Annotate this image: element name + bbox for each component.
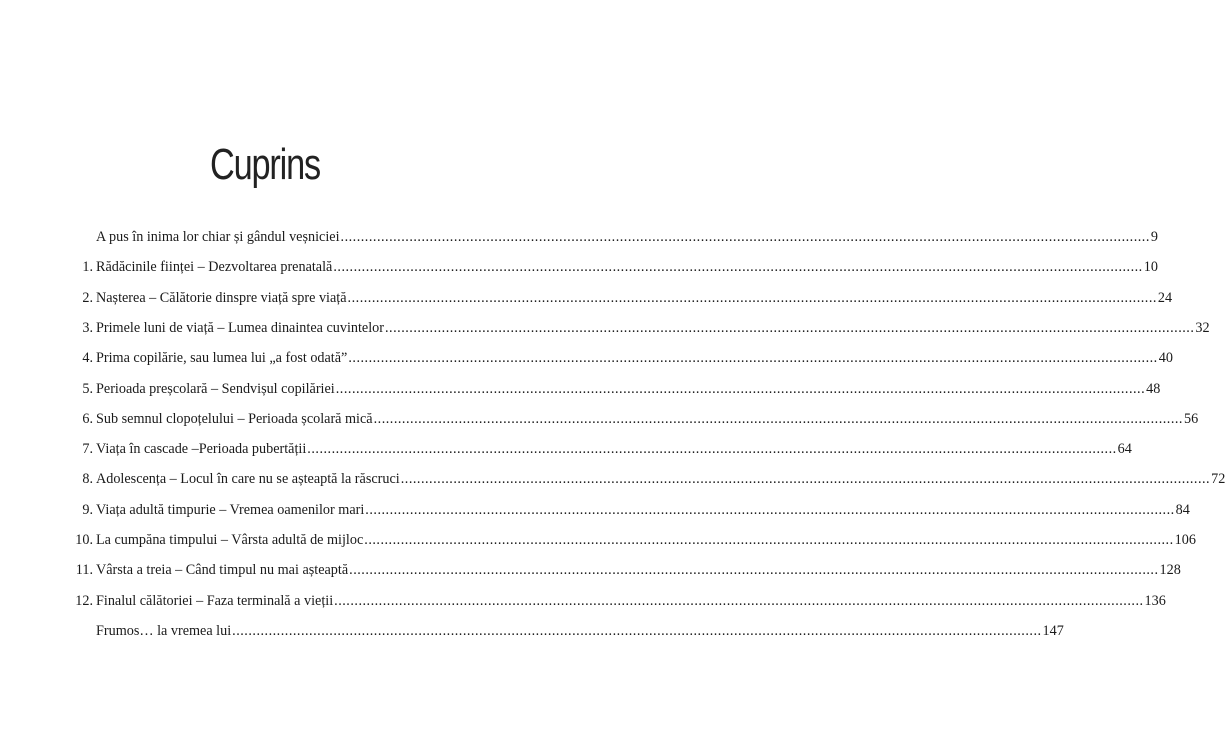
toc-entry-number: 12. — [75, 592, 93, 609]
toc-entry-title: A pus în inima lor chiar și gândul veșniciei — [96, 229, 340, 245]
toc-entry-title: Perioada preșcolară – Sendvișul copilăriei — [96, 380, 335, 397]
toc-entry-page-number: 48 — [1146, 380, 1161, 397]
toc-entry — [0, 348, 1173, 368]
toc-entry — [0, 591, 1166, 611]
toc-entry-page-number: 106 — [1174, 532, 1196, 548]
toc-entry-title: La cumpăna timpului – Vârsta adultă de mijloc — [96, 532, 364, 548]
toc-leader-dots: ........................................................................................................................................................................................................ — [335, 380, 1146, 397]
toc-entry-page-number: 136 — [1144, 592, 1166, 609]
toc-entry-body — [96, 227, 1158, 247]
toc-entry-number: 5. — [82, 380, 93, 397]
toc-entry — [0, 530, 1196, 550]
toc-entry — [0, 469, 1225, 489]
toc-entry-body — [96, 318, 1210, 338]
toc-leader-dots: ........................................................................................................................................................................................................ — [307, 441, 1117, 458]
toc-leader-dots: ........................................................................................................................................................................................................ — [340, 229, 1150, 245]
toc-entry-title: Nașterea – Călătorie dinspre viață spre viață — [96, 289, 347, 306]
toc-entry-body — [96, 288, 1173, 308]
toc-leader-dots: ........................................................................................................................................................................................................ — [365, 501, 1175, 518]
toc-entry — [0, 560, 1181, 580]
toc-entry — [0, 318, 1210, 338]
toc-leader-dots: ........................................................................................................................................................................................................ — [347, 289, 1157, 306]
toc-entry-number: 2. — [82, 289, 93, 306]
toc-entry-title: Vârsta a treia – Când timpul nu mai așteaptă — [96, 562, 349, 579]
toc-entry-body — [96, 560, 1181, 580]
toc-leader-dots: ........................................................................................................................................................................................................ — [385, 319, 1195, 336]
toc-entry-body — [96, 439, 1132, 459]
toc-entry-title: Viața adultă timpurie – Vremea oamenilor mari — [96, 501, 365, 518]
toc-entry-page-number: 56 — [1183, 410, 1199, 427]
toc-entry — [0, 379, 1161, 399]
toc-entry-number: 8. — [82, 471, 93, 488]
toc-leader-dots: ........................................................................................................................................................................................................ — [333, 259, 1143, 276]
toc-entry — [0, 409, 1199, 429]
toc-entry — [0, 500, 1190, 520]
toc-entry-title: Rădăcinile ființei – Dezvoltarea prenatală — [96, 259, 333, 276]
toc-entry — [0, 621, 1064, 641]
toc-entry-title: Viața în cascade –Perioada pubertății — [96, 441, 307, 458]
toc-leader-dots: ........................................................................................................................................................................................................ — [364, 532, 1174, 548]
toc-entry-page-number: 24 — [1157, 289, 1173, 306]
toc-entry-page-number: 9 — [1150, 229, 1158, 245]
toc-entry-page-number: 147 — [1042, 622, 1064, 639]
toc-entry-title: Prima copilărie, sau lumea lui „a fost odată” — [96, 350, 348, 367]
toc-leader-dots: ........................................................................................................................................................................................................ — [400, 471, 1211, 488]
toc-entry-number: 1. — [82, 259, 93, 276]
page-title: Cuprins — [209, 140, 321, 189]
toc-entry-number: 10. — [75, 532, 93, 548]
toc-entry-number: 4. — [82, 350, 93, 367]
toc-entry-number: 11. — [75, 562, 93, 579]
toc-entry — [0, 439, 1132, 459]
toc-entry-page-number: 128 — [1159, 562, 1181, 579]
toc-entry-number: 6. — [82, 410, 93, 427]
toc-entry-body — [96, 257, 1158, 277]
toc-entry-body — [96, 379, 1161, 399]
toc-entry-page-number: 40 — [1158, 350, 1173, 367]
toc-entry-number: 3. — [82, 319, 93, 336]
toc-entry-body — [96, 530, 1196, 550]
toc-entry-body — [96, 469, 1225, 489]
toc-entry-page-number: 64 — [1117, 441, 1132, 458]
toc-entry-title: Adolescența – Locul în care nu se așteaptă la răscruci — [96, 471, 400, 488]
toc-leader-dots: ........................................................................................................................................................................................................ — [232, 622, 1042, 639]
toc-leader-dots: ........................................................................................................................................................................................................ — [349, 562, 1159, 579]
toc-entry-page-number: 84 — [1175, 501, 1190, 518]
toc-leader-dots: ........................................................................................................................................................................................................ — [348, 350, 1158, 367]
toc-entry-page-number: 10 — [1143, 259, 1158, 276]
toc-entry — [0, 288, 1173, 308]
toc-entry-body — [96, 621, 1064, 641]
toc-entry-body — [96, 348, 1173, 368]
toc-entry-page-number: 72 — [1211, 471, 1225, 488]
toc-entry-number: 7. — [82, 441, 93, 458]
toc-entry — [0, 257, 1158, 277]
toc-entry — [0, 227, 1158, 247]
toc-entry-body — [96, 500, 1190, 520]
toc-entry-title: Sub semnul clopoțelului – Perioada școlară mică — [96, 410, 373, 427]
toc-entry-body — [96, 409, 1199, 429]
toc-leader-dots: ........................................................................................................................................................................................................ — [334, 592, 1144, 609]
toc-entry-title: Finalul călătoriei – Faza terminală a vieții — [96, 592, 334, 609]
toc-entry-page-number: 32 — [1195, 319, 1210, 336]
toc-leader-dots: ........................................................................................................................................................................................................ — [373, 410, 1183, 427]
toc-entry-number: 9. — [82, 501, 93, 518]
toc-entry-title: Frumos… la vremea lui — [96, 622, 232, 639]
toc-entry-title: Primele luni de viață – Lumea dinaintea cuvintelor — [96, 319, 384, 336]
toc-entry-body — [96, 591, 1166, 611]
